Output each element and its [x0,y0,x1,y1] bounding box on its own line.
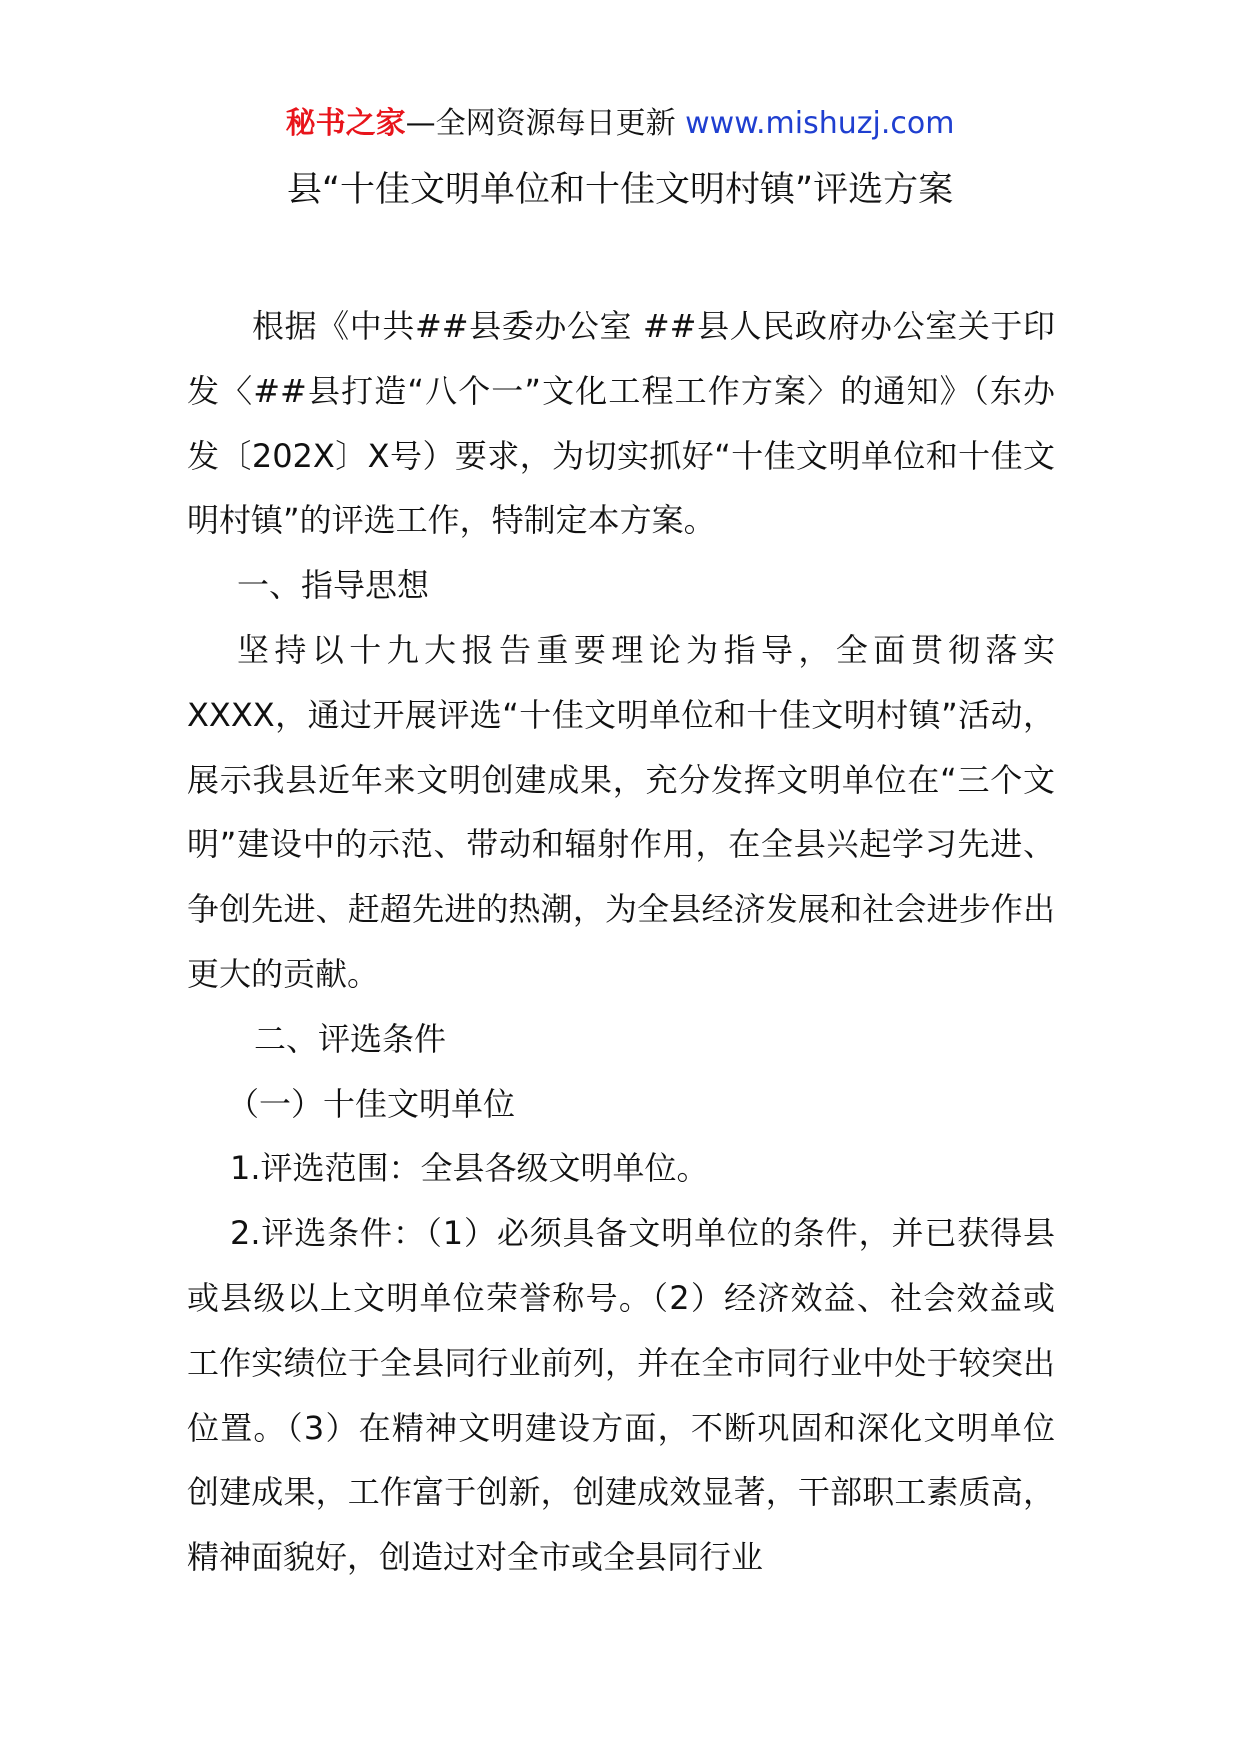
document-body [187,294,1055,1590]
document-title: 县“十佳文明单位和十佳文明村镇”评选方案 [286,170,954,210]
list-item-selection-conditions: 2.评选条件：（1）必须具备文明单位的条件，并已获得县或县级以上文明单位荣誉称号。（2）经济效益、社会效益或工作实绩位于全县同行业前列，并在全市同行业中处于较突出位置。（3）在精神文明建设方面，不断巩固和深化文明单位创建成果，工作富于创新，创建成效显著，干部职工素质高，精神面貌好，创造过对全市或全县同行业 [187,1214,1055,1577]
list-item-selection-scope: 1.评选范围：全县各级文明单位。 [230,1149,709,1188]
site-brand: 秘书之家 [285,106,406,141]
subsection-heading-civilized-units: （一）十佳文明单位 [227,1084,516,1123]
section-heading-guiding-ideology: 一、指导思想 [237,566,430,605]
section-heading-selection-criteria: 二、评选条件 [254,1019,447,1058]
section-paragraph-guiding-ideology: 坚持以十九大报告重要理论为指导，全面贯彻落实XXXX，通过开展评选“十佳文明单位和十佳文明村镇”活动，展示我县近年来文明创建成果，充分发挥文明单位在“三个文明”建设中的示范、带动和辐射作用，在全县兴起学习先进、争创先进、赶超先进的热潮，为全县经济发展和社会进步作出更大的贡献。 [187,630,1055,993]
site-url-link[interactable]: www.mishuzj.com [685,106,955,141]
site-tagline: —全网资源每日更新 [405,106,676,141]
site-banner [0,102,1240,146]
intro-paragraph: 根据《中共##县委办公室 ##县人民政府办公室关于印发〈##县打造“八个一”文化工程工作方案〉的通知》（东办发〔202X〕X号）要求，为切实抓好“十佳文明单位和十佳文明村镇”的评选工作，特制定本方案。 [187,307,1055,540]
